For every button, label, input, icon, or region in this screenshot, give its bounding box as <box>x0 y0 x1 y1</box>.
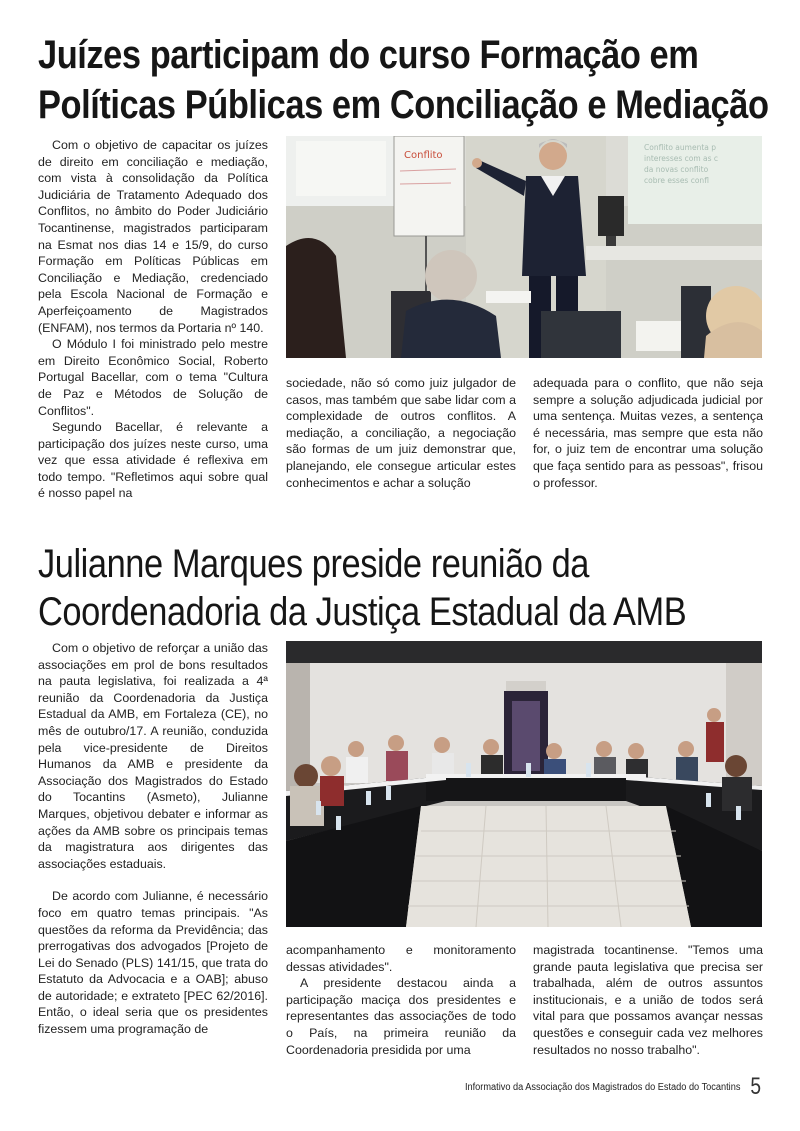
article1-paragraph: sociedade, não só como juiz julgador de casos, mas também que sabe lidar com a complexidade de outros conflitos. A mediação, a conciliação, a negociação são formas de um juiz demonstrar que, planejando, ele consegue articular estes conhecimentos e achar a solução <box>286 376 516 490</box>
article1-paragraph: adequada para o conflito, que não seja sempre a solução adjudicada judicial por uma sentença. Muitas vezes, a sentença é necessária, mas sempre que esta não for, o juiz tem de encontrar uma solução que faça sentido para as pessoas", frisou o professor. <box>533 376 763 490</box>
flipchart-text: Conflito <box>404 150 443 161</box>
article2-column-3 <box>533 942 763 1058</box>
article2-headline-line1: Julianne Marques preside reunião da <box>38 542 590 586</box>
article2-column-1 <box>38 640 268 1038</box>
article1-headline <box>38 30 795 130</box>
screen-text-3: da novas conflito <box>644 165 709 174</box>
article1-paragraph: Segundo Bacellar, é relevante a participação dos juízes neste curso, uma vez que essa atividade é reflexiva em todo tempo. "Refletimos aqui sobre qual é nosso papel na <box>38 420 268 501</box>
article2-paragraph: magistrada tocantinense. "Temos uma grande pauta legislativa que precisa ser trabalhada, além de outros assuntos institucionais, e a união de todos será vital para que possamos avançar nessas questões e conseguir cada vez melhores resultados no nosso trabalho". <box>533 943 763 1057</box>
page-footer <box>441 1073 762 1100</box>
article1-column-3 <box>533 375 763 491</box>
article1-column-2 <box>286 375 516 491</box>
article2-column-2 <box>286 942 516 1058</box>
article2-photo-meeting <box>286 641 762 927</box>
article2-paragraph: Com o objetivo de reforçar a união das associações em prol de bons resultados na pauta legislativa, foi realizada a 4ª reunião da Coordenadoria da Justiça Estadual da AMB, em Fortaleza (CE), no mês de outubro/17. A reunião, conduzida pela vice-presidente de Direitos Humanos da AMB e presidente da Associação dos Magistrados do Estado do Tocantins (Asmeto), Julianne Marques, objetivou debater e informar as ações da AMB sobre os principais temas da magistratura aos dirigentes das associações estaduais. <box>38 641 268 871</box>
article1-headline-line2: Políticas Públicas em Conciliação e Mediação <box>38 83 769 127</box>
article1-paragraph: Com o objetivo de capacitar os juízes de direito em conciliação e mediação, com vista à consolidação da Política Judiciária de Tratamento Adequado dos Conflitos, no âmbito do Poder Judiciário Tocantinense, magistrados participaram na Esmat nos dias 14 e 15/9, do curso Formação em Políticas Públicas em Conciliação e Mediação, credenciado pela Escola Nacional de Formação e Aperfeiçoamento de Magistrados (ENFAM), nos termos da Portaria nº 140. <box>38 138 268 335</box>
article2-headline <box>38 540 795 636</box>
article1-headline-line1: Juízes participam do curso Formação em <box>38 33 699 77</box>
screen-text-2: interesses com as c <box>644 154 719 163</box>
article2-paragraph: De acordo com Julianne, é necessário foco em quatro temas principais. "As questões da reforma da Previdência; das prerrogativas dos advogados [Projeto de Lei do Senado (PLS) 141/15, que trata do Estatuto da Advocacia e a OAB]; abuso de autoridade; e extrateto [PEC 62/2016]. Então, o ideal seria que os presidentes fizessem uma programação de <box>38 889 268 1037</box>
article1-column-1 <box>38 137 268 502</box>
article2-paragraph: A presidente destacou ainda a participação maciça dos presidentes e representantes das associações de todo o País, na primeira reunião da Coordenadoria presidida por uma <box>286 976 516 1057</box>
article1-paragraph: O Módulo I foi ministrado pelo mestre em Direito Econômico Social, Roberto Portugal Bacellar, com o tema "Cultura de Paz e Métodos de Solução de Conflitos". <box>38 337 268 418</box>
article2-paragraph: acompanhamento e monitoramento dessas atividades". <box>286 943 516 974</box>
article1-photo-lecturer <box>286 136 762 358</box>
screen-text-4: cobre esses confl <box>644 176 709 185</box>
article2-headline-line2: Coordenadoria da Justiça Estadual da AMB <box>38 590 687 634</box>
lecture-photo <box>286 136 762 358</box>
meeting-photo <box>286 641 762 927</box>
screen-text-1: Conflito aumenta p <box>644 143 717 152</box>
page-number: 5 <box>749 1073 761 1100</box>
footer-publication-name: Informativo da Associação dos Magistrados do Estado do Tocantins <box>465 1081 741 1093</box>
